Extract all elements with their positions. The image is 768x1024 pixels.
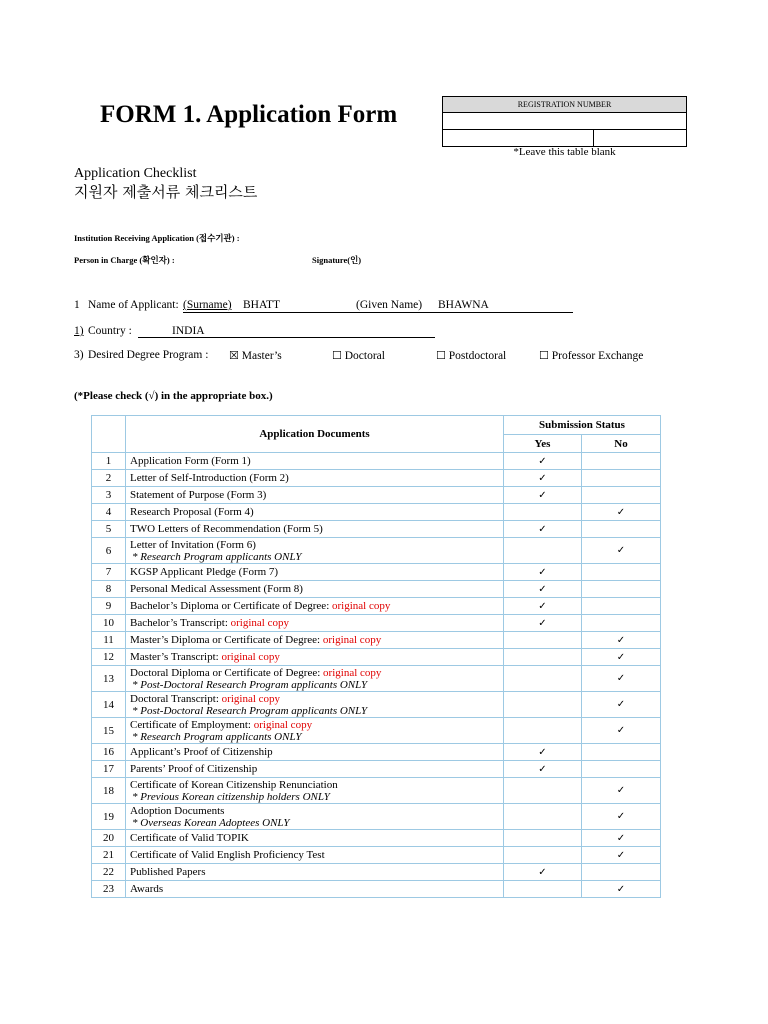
status-yes-cell[interactable] — [504, 632, 582, 649]
registration-field[interactable] — [443, 113, 687, 130]
status-yes-cell[interactable] — [504, 830, 582, 847]
table-row — [92, 564, 661, 581]
checkbox-checked-icon[interactable]: ☒ — [229, 349, 239, 362]
header-number — [92, 416, 126, 453]
row-number: 18 — [92, 778, 126, 804]
institution-label: Institution Receiving Application (접수기관) : — [74, 233, 240, 243]
check-instruction: (*Please check (√) in the appropriate box.) — [74, 390, 273, 402]
header-application-documents: Application Documents — [126, 416, 504, 453]
country-value[interactable]: INDIA — [172, 325, 205, 337]
document-cell — [126, 504, 504, 521]
document-name: Awards — [130, 883, 164, 895]
row-number: 6 — [92, 538, 126, 564]
degree-label: Desired Degree Program : — [88, 349, 209, 361]
original-copy-note: original copy — [322, 634, 382, 646]
status-yes-cell[interactable] — [504, 881, 582, 898]
status-no-cell[interactable] — [582, 692, 661, 718]
row-number: 4 — [92, 504, 126, 521]
table-row — [92, 692, 661, 718]
status-yes-cell[interactable] — [504, 804, 582, 830]
status-yes-cell[interactable] — [504, 666, 582, 692]
registration-number-header: REGISTRATION NUMBER — [443, 97, 687, 113]
status-no-cell[interactable] — [582, 487, 661, 504]
status-no-cell[interactable] — [582, 881, 661, 898]
document-name: Parents’ Proof of Citizenship — [130, 763, 258, 775]
document-name: Bachelor’s Transcript: — [130, 617, 231, 629]
check-mark-icon: ✓ — [538, 763, 547, 775]
name-underline — [183, 312, 573, 313]
original-copy-note: original copy — [323, 666, 382, 679]
document-name: Personal Medical Assessment (Form 8) — [130, 583, 303, 595]
person-in-charge-label: Person in Charge (확인자) : — [74, 255, 175, 265]
document-name: Letter of Self-Introduction (Form 2) — [130, 472, 289, 484]
status-yes-cell[interactable] — [504, 615, 582, 632]
degree-option-label: Master’s — [241, 350, 282, 362]
country-label: Country : — [88, 325, 132, 337]
status-no-cell[interactable] — [582, 864, 661, 881]
table-row — [92, 649, 661, 666]
check-mark-icon: ✓ — [538, 455, 547, 467]
status-yes-cell[interactable] — [504, 470, 582, 487]
applicant-name-label: Name of Applicant: — [88, 299, 179, 311]
table-row — [92, 581, 661, 598]
check-mark-icon: ✓ — [538, 617, 547, 629]
table-row — [92, 804, 661, 830]
document-cell — [126, 830, 504, 847]
status-no-cell[interactable] — [582, 804, 661, 830]
table-row — [92, 632, 661, 649]
status-no-cell[interactable] — [582, 615, 661, 632]
status-no-cell[interactable] — [582, 649, 661, 666]
status-no-cell[interactable] — [582, 632, 661, 649]
row-number: 20 — [92, 830, 126, 847]
degree-option-label: Professor Exchange — [551, 350, 644, 362]
document-cell — [126, 470, 504, 487]
given-name-label: (Given Name) — [356, 299, 423, 311]
document-name: KGSP Applicant Pledge (Form 7) — [130, 566, 279, 578]
table-row — [92, 761, 661, 778]
status-no-cell[interactable] — [582, 538, 661, 564]
eligibility-note: * Overseas Korean Adoptees ONLY — [132, 816, 290, 829]
check-mark-icon: ✓ — [538, 523, 547, 535]
document-cell — [126, 538, 504, 564]
table-row — [92, 847, 661, 864]
status-no-cell[interactable] — [582, 666, 661, 692]
table-row — [92, 615, 661, 632]
check-mark-icon: ✓ — [616, 699, 626, 710]
degree-option-label: Postdoctoral — [448, 350, 507, 362]
status-yes-cell[interactable] — [504, 864, 582, 881]
table-row — [92, 778, 661, 804]
check-mark-icon: ✓ — [538, 600, 547, 612]
status-yes-cell[interactable] — [504, 521, 582, 538]
status-yes-cell[interactable] — [504, 487, 582, 504]
document-name: Letter of Invitation (Form 6) — [130, 538, 256, 551]
header-submission-status: Submission Status — [504, 416, 661, 435]
check-mark-icon: ✓ — [538, 746, 547, 758]
document-cell — [126, 847, 504, 864]
status-yes-cell[interactable] — [504, 692, 582, 718]
eligibility-note: * Post-Doctoral Research Program applicants ONLY — [132, 704, 368, 717]
check-mark-icon: ✓ — [616, 725, 626, 736]
document-name: Published Papers — [130, 866, 206, 878]
status-no-cell[interactable] — [582, 744, 661, 761]
document-name: Bachelor’s Diploma or Certificate of Degree: — [130, 600, 332, 612]
status-yes-cell[interactable] — [504, 718, 582, 744]
degree-option-label: Doctoral — [344, 350, 385, 362]
table-row — [92, 830, 661, 847]
checkbox-empty-icon[interactable]: ☐ — [436, 349, 446, 362]
document-name: Certificate of Korean Citizenship Renunciation — [130, 778, 338, 791]
status-yes-cell[interactable] — [504, 744, 582, 761]
check-mark-icon: ✓ — [538, 583, 547, 595]
status-no-cell[interactable] — [582, 564, 661, 581]
check-mark-icon: ✓ — [538, 866, 547, 878]
table-row — [92, 504, 661, 521]
document-name: Master’s Transcript: — [130, 651, 222, 663]
registration-field-left[interactable] — [443, 130, 594, 147]
table-row — [92, 487, 661, 504]
row-number: 8 — [92, 581, 126, 598]
eligibility-note: * Post-Doctoral Research Program applicants ONLY — [132, 678, 368, 691]
degree-option-professor-exchange[interactable] — [539, 349, 643, 362]
original-copy-note: original copy — [230, 617, 289, 629]
check-mark-icon: ✓ — [616, 545, 626, 556]
header-yes: Yes — [504, 435, 582, 453]
status-yes-cell[interactable] — [504, 649, 582, 666]
document-name: Statement of Purpose (Form 3) — [130, 489, 267, 501]
given-name-value[interactable]: BHAWNA — [438, 299, 489, 311]
check-mark-icon: ✓ — [616, 651, 626, 663]
checklist-subtitle-korean: 지원자 제출서류 체크리스트 — [74, 183, 258, 201]
status-no-cell[interactable] — [582, 778, 661, 804]
row-number: 10 — [92, 615, 126, 632]
document-cell — [126, 692, 504, 718]
degree-option-masters[interactable] — [229, 349, 282, 362]
status-yes-cell[interactable] — [504, 598, 582, 615]
row-number: 14 — [92, 692, 126, 718]
eligibility-note: * Research Program applicants ONLY — [132, 550, 302, 563]
status-no-cell[interactable] — [582, 718, 661, 744]
status-yes-cell[interactable] — [504, 847, 582, 864]
applicant-number: 1 — [74, 299, 80, 311]
document-name: Doctoral Transcript: — [130, 692, 222, 705]
document-cell — [126, 615, 504, 632]
status-no-cell[interactable] — [582, 470, 661, 487]
document-name: Applicant’s Proof of Citizenship — [130, 746, 273, 758]
eligibility-note: * Previous Korean citizenship holders ONLY — [132, 790, 330, 803]
document-name: Certificate of Valid English Proficiency Test — [130, 849, 325, 861]
document-rows — [92, 453, 661, 898]
row-number: 1 — [92, 453, 126, 470]
status-no-cell[interactable] — [582, 504, 661, 521]
original-copy-note: original copy — [253, 718, 313, 731]
check-mark-icon: ✓ — [538, 489, 547, 501]
table-row — [92, 470, 661, 487]
checklist-title: Application Checklist — [74, 166, 197, 181]
row-number: 23 — [92, 881, 126, 898]
document-cell — [126, 649, 504, 666]
status-no-cell[interactable] — [582, 847, 661, 864]
check-mark-icon: ✓ — [616, 673, 626, 684]
status-no-cell[interactable] — [582, 830, 661, 847]
document-name: Doctoral Diploma or Certificate of Degree: — [130, 666, 324, 679]
registration-note: *Leave this table blank — [513, 146, 616, 158]
degree-option-doctoral[interactable] — [332, 349, 385, 362]
document-name: Research Proposal (Form 4) — [130, 506, 254, 518]
check-mark-icon: ✓ — [616, 832, 626, 844]
status-yes-cell[interactable] — [504, 564, 582, 581]
status-yes-cell[interactable] — [504, 581, 582, 598]
check-mark-icon: ✓ — [616, 883, 626, 895]
check-mark-icon: ✓ — [616, 811, 626, 822]
document-cell — [126, 718, 504, 744]
document-name: Application Form (Form 1) — [130, 455, 251, 467]
row-number: 5 — [92, 521, 126, 538]
check-mark-icon: ✓ — [538, 566, 547, 578]
check-mark-icon: ✓ — [616, 785, 626, 796]
document-cell — [126, 864, 504, 881]
table-row — [92, 864, 661, 881]
document-name: Certificate of Employment: — [130, 718, 254, 731]
original-copy-note: original copy — [332, 600, 391, 612]
check-mark-icon: ✓ — [616, 849, 626, 861]
document-cell — [126, 632, 504, 649]
document-cell — [126, 487, 504, 504]
document-cell — [126, 666, 504, 692]
form-title: FORM 1. Application Form — [100, 101, 398, 128]
row-number: 3 — [92, 487, 126, 504]
checkbox-empty-icon[interactable]: ☐ — [539, 349, 549, 362]
table-row — [92, 666, 661, 692]
table-row — [92, 521, 661, 538]
check-mark-icon: ✓ — [616, 506, 626, 518]
row-number: 12 — [92, 649, 126, 666]
status-yes-cell[interactable] — [504, 538, 582, 564]
table-row — [92, 881, 661, 898]
checkbox-empty-icon[interactable]: ☐ — [332, 349, 342, 362]
surname-label: (Surname) — [183, 299, 232, 311]
row-number: 9 — [92, 598, 126, 615]
row-number: 19 — [92, 804, 126, 830]
signature-label: Signature(인) — [312, 255, 362, 265]
row-number: 16 — [92, 744, 126, 761]
document-name: Master’s Diploma or Certificate of Degree: — [130, 634, 323, 646]
check-mark-icon: ✓ — [616, 634, 626, 646]
status-no-cell[interactable] — [582, 581, 661, 598]
document-cell — [126, 881, 504, 898]
eligibility-note: * Research Program applicants ONLY — [132, 730, 302, 743]
original-copy-note: original copy — [221, 692, 281, 705]
row-number: 15 — [92, 718, 126, 744]
row-number: 22 — [92, 864, 126, 881]
document-cell — [126, 744, 504, 761]
status-yes-cell[interactable] — [504, 778, 582, 804]
row-number: 17 — [92, 761, 126, 778]
table-row — [92, 718, 661, 744]
original-copy-note: original copy — [221, 651, 280, 663]
country-underline — [138, 337, 435, 338]
table-row — [92, 598, 661, 615]
document-cell — [126, 804, 504, 830]
documents-table — [91, 415, 661, 898]
status-no-cell[interactable] — [582, 761, 661, 778]
status-no-cell[interactable] — [582, 598, 661, 615]
document-cell — [126, 761, 504, 778]
row-number: 21 — [92, 847, 126, 864]
degree-option-postdoctoral[interactable] — [436, 349, 506, 362]
degree-number: 3) — [74, 349, 84, 361]
country-number: 1) — [74, 325, 84, 337]
header-no: No — [582, 435, 661, 453]
document-name: TWO Letters of Recommendation (Form 5) — [130, 523, 323, 535]
status-yes-cell[interactable] — [504, 504, 582, 521]
document-cell — [126, 778, 504, 804]
row-number: 2 — [92, 470, 126, 487]
row-number: 7 — [92, 564, 126, 581]
status-no-cell[interactable] — [582, 453, 661, 470]
document-name: Adoption Documents — [130, 804, 225, 817]
table-row — [92, 453, 661, 470]
check-mark-icon: ✓ — [538, 472, 547, 484]
document-cell — [126, 581, 504, 598]
status-no-cell[interactable] — [582, 521, 661, 538]
document-cell — [126, 453, 504, 470]
status-yes-cell[interactable] — [504, 453, 582, 470]
table-row — [92, 538, 661, 564]
document-cell — [126, 564, 504, 581]
document-cell — [126, 521, 504, 538]
row-number: 13 — [92, 666, 126, 692]
document-cell — [126, 598, 504, 615]
status-yes-cell[interactable] — [504, 761, 582, 778]
registration-field-right[interactable] — [594, 130, 687, 147]
table-row — [92, 744, 661, 761]
row-number: 11 — [92, 632, 126, 649]
document-name: Certificate of Valid TOPIK — [130, 832, 249, 844]
surname-value[interactable]: BHATT — [243, 299, 281, 311]
registration-table — [442, 96, 687, 147]
